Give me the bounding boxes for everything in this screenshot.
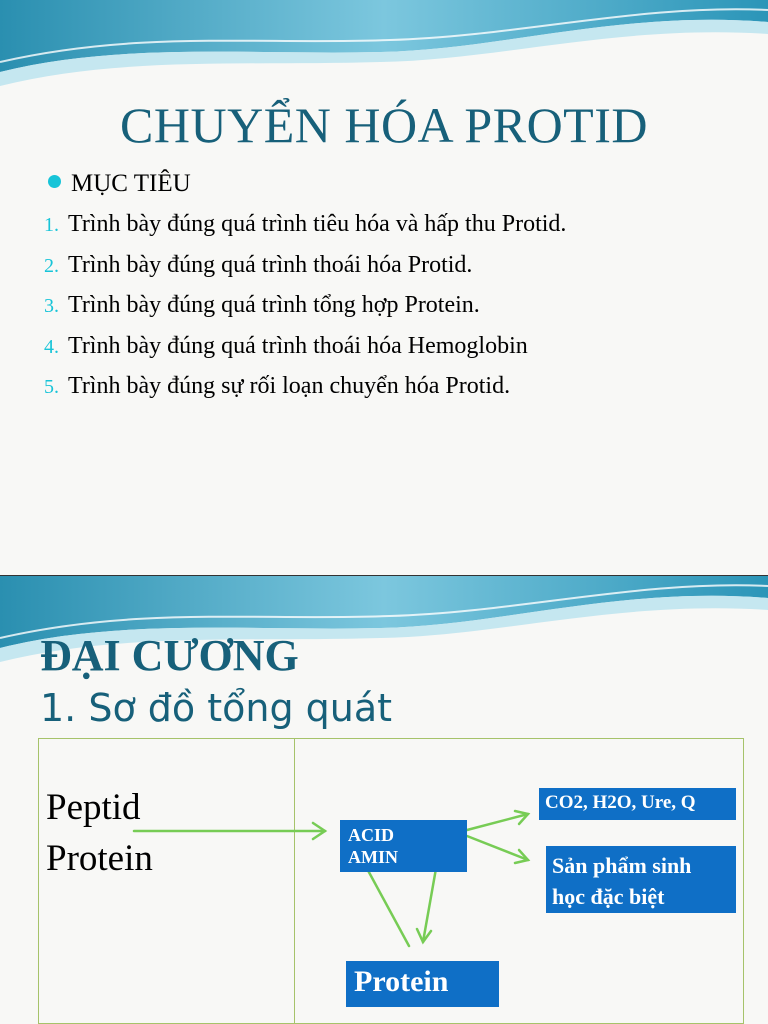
list-item-number: 5. xyxy=(44,376,59,398)
section-subtitle: 1. Sơ đồ tổng quát xyxy=(40,686,393,730)
objectives-heading-text: MỤC TIÊU xyxy=(71,170,191,197)
arrow-acid-to-special xyxy=(467,836,528,860)
list-item-number: 2. xyxy=(44,254,59,277)
slide-overview xyxy=(0,576,768,1024)
list-item xyxy=(44,328,566,369)
objectives-heading xyxy=(48,170,191,198)
list-item-text: Trình bày đúng sự rối loạn chuyển hóa Protid. xyxy=(68,373,511,399)
products-box: CO2, H2O, Ure, Q xyxy=(539,788,736,820)
bullet-dot-icon xyxy=(48,175,61,188)
acid-amin-line1: ACID xyxy=(348,825,395,845)
list-item-text: Trình bày đúng quá trình thoái hóa Protid. xyxy=(68,251,473,278)
objectives-list xyxy=(44,206,566,409)
protein-box: Protein xyxy=(346,961,499,1007)
protein-label: Protein xyxy=(46,838,153,879)
special-products-box xyxy=(546,846,736,913)
list-item-text: Trình bày đúng quá trình thoái hóa Hemoglobin xyxy=(68,332,528,359)
header-wave-decoration xyxy=(0,0,768,90)
list-item xyxy=(44,206,566,247)
special-products-line2: học đặc biệt xyxy=(552,884,665,909)
list-item-text: Trình bày đúng quá trình tiêu hóa và hấp thu Protid. xyxy=(68,211,567,237)
list-item xyxy=(44,287,566,328)
acid-amin-box xyxy=(340,820,467,872)
list-item xyxy=(44,368,566,409)
list-item-number: 4. xyxy=(44,335,59,358)
list-item-number: 1. xyxy=(44,214,59,236)
special-products-line1: Sản phẩm sinh xyxy=(552,853,692,878)
acid-amin-line2: AMIN xyxy=(348,847,398,867)
list-item-number: 3. xyxy=(44,295,59,317)
slide-title: CHUYỂN HÓA PROTID xyxy=(120,97,648,153)
arrow-acid-to-products xyxy=(467,814,528,830)
peptid-label: Peptid xyxy=(46,787,141,828)
list-item-text: Trình bày đúng quá trình tổng hợp Protein. xyxy=(68,292,480,318)
slide-title: ĐẠI CƯƠNG xyxy=(40,631,299,680)
list-item xyxy=(44,247,566,288)
